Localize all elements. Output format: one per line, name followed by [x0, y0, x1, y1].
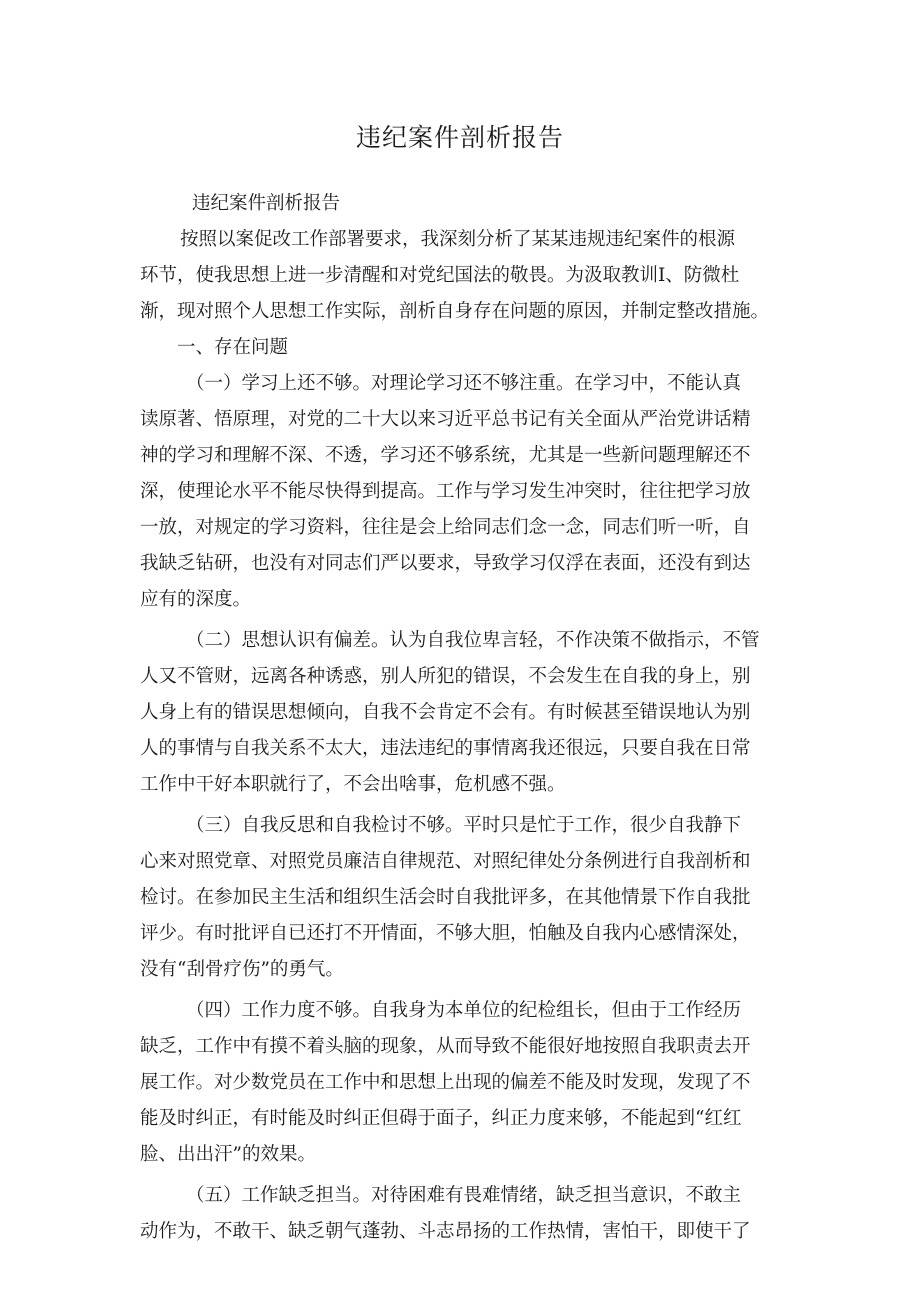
- paragraph-line: 神的学习和理解不深、不透，学习还不够系统，尤其是一些新问题理解还不: [140, 445, 751, 466]
- problem-paragraph-5: [140, 1178, 792, 1250]
- paragraph-line: 深，使理论水平不能尽快得到提高。工作与学习发生冲突时，往往把学习放: [140, 481, 751, 502]
- paragraph-line: 读原著、悟原理，对党的二十大以来习近平总书记有关全面从严治党讲话精: [140, 409, 751, 430]
- paragraph-line: 能及时纠正，有时能及时纠正但碍于面子，纠正力度来够，不能起到“红红: [140, 1108, 742, 1129]
- paragraph-line: 我缺乏钻研，也没有对同志们严以要求，导致学习仅浮在表面，还没有到达: [140, 553, 751, 574]
- intro-line: 环节，使我思想上进一步清醒和对党纪国法的敬畏。为汲取教训I、防微杜: [140, 265, 740, 286]
- paragraph-line: 一放，对规定的学习资料，往往是会上给同志们念一念，同志们听一听，自: [140, 517, 751, 538]
- paragraph-line: 缺乏，工作中有摸不着头脑的现象，从而导致不能很好地按照自我职责去开: [140, 1036, 751, 1057]
- document-subtitle: [140, 186, 792, 222]
- section-heading-line: 一、存在问题: [177, 337, 289, 358]
- paragraph-line: （二）思想认识有偏差。认为自我位卑言轻，不作决策不做指示，不管: [186, 630, 760, 651]
- document-title: 违纪案件剖析报告: [355, 123, 564, 152]
- paragraph-line: （四）工作力度不够。自我身为本单位的纪检组长，但由于工作经历: [186, 1000, 742, 1021]
- problem-paragraph-2: [140, 623, 792, 803]
- paragraph-line: （一）学习上还不够。对理论学习还不够注重。在学习中，不能认真: [186, 373, 742, 394]
- paragraph-line: 人身上有的错误思想倾向，自我不会肯定不会有。有时候甚至错误地认为别: [140, 702, 751, 723]
- paragraph-line: 评少。有时批评自已还打不开情面，不够大胆，怕触及自我内心感情深处，: [140, 923, 751, 944]
- paragraph-line: 人的事情与自我关系不太大，违法违纪的事情离我还很远，只要自我在日常: [140, 738, 751, 759]
- paragraph-line: 脸、出出汗”的效果。: [140, 1144, 316, 1165]
- problem-paragraph-1: [140, 366, 792, 618]
- paragraph-line: 应有的深度。: [140, 589, 252, 610]
- paragraph-line: 人又不管财，远离各种诱惑，别人所犯的错误，不会发生在自我的身上，别: [140, 666, 751, 687]
- section-heading: [140, 330, 792, 366]
- document-body: [140, 186, 792, 1250]
- intro-line: 按照以案促改工作部署要求，我深刻分析了某某违规违纪案件的根源: [180, 229, 736, 250]
- paragraph-line: 展工作。对少数党员在工作中和思想上出现的偏差不能及时发现，发现了不: [140, 1072, 751, 1093]
- paragraph-line: 检讨。在参加民主生活和组织生活会时自我批评多，在其他情景下作自我批: [140, 887, 751, 908]
- subtitle-line: 违纪案件剖析报告: [192, 193, 341, 214]
- paragraph-line: 工作中干好本职就行了，不会出啥事，危机感不强。: [140, 774, 566, 795]
- problem-paragraph-3: [140, 808, 792, 988]
- intro-line: 渐，现对照个人思想工作实际，剖析自身存在问题的原因，并制定整改措施。: [140, 301, 770, 322]
- intro-paragraph: [140, 222, 792, 330]
- paragraph-line: 动作为，不敢干、缺乏朝气蓬勃、斗志昂扬的工作热情，害怕干，即使干了: [140, 1221, 751, 1242]
- paragraph-line: 心来对照党章、对照党员廉洁自律规范、对照纪律处分条例进行自我剖析和: [140, 851, 751, 872]
- paragraph-line: 没有“刮骨疗伤”的勇气。: [140, 959, 344, 980]
- paragraph-line: （五）工作缺乏担当。对待困难有畏难情绪，缺乏担当意识，不敢主: [186, 1185, 742, 1206]
- paragraph-line: （三）自我反思和自我检讨不够。平时只是忙于工作，很少自我静下: [186, 815, 742, 836]
- problem-paragraph-4: [140, 993, 792, 1173]
